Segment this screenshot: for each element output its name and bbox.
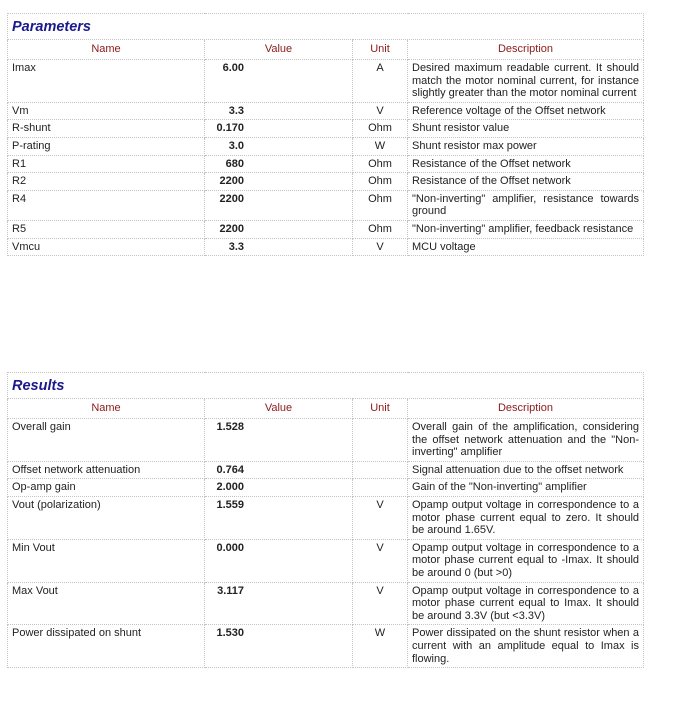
parameters-table — [7, 13, 644, 256]
table-row — [8, 496, 644, 539]
row-description: Desired maximum readable current. It should match the motor nominal current, for instance slightly greater than the motor nominal current — [408, 60, 644, 103]
row-name: R1 — [8, 155, 205, 173]
results-body — [8, 373, 644, 668]
row-name: Overall gain — [8, 419, 205, 462]
table-row — [8, 539, 644, 582]
header-value: Value — [205, 40, 353, 60]
row-unit: W — [353, 625, 408, 668]
row-unit — [353, 461, 408, 479]
row-name: P-rating — [8, 137, 205, 155]
row-value: 3.3 — [205, 102, 353, 120]
header-name: Name — [8, 399, 205, 419]
table-row — [8, 120, 644, 138]
row-name: R4 — [8, 190, 205, 220]
row-name: R5 — [8, 220, 205, 238]
table-row — [8, 137, 644, 155]
row-value: 1.559 — [205, 496, 353, 539]
row-unit: V — [353, 582, 408, 625]
row-unit: Ohm — [353, 190, 408, 220]
table-row — [8, 190, 644, 220]
row-unit: V — [353, 238, 408, 256]
row-description: Signal attenuation due to the offset network — [408, 461, 644, 479]
row-name: Imax — [8, 60, 205, 103]
table-row — [8, 479, 644, 497]
table-row — [8, 173, 644, 191]
header-description: Description — [408, 40, 644, 60]
row-name: Op-amp gain — [8, 479, 205, 497]
row-description: "Non-inverting" amplifier, feedback resistance — [408, 220, 644, 238]
table-row — [8, 155, 644, 173]
row-unit: Ohm — [353, 155, 408, 173]
results-header-row — [8, 399, 644, 419]
row-name: Offset network attenuation — [8, 461, 205, 479]
table-row — [8, 220, 644, 238]
results-table — [7, 372, 644, 668]
row-unit: V — [353, 102, 408, 120]
parameters-body — [8, 14, 644, 256]
table-row — [8, 461, 644, 479]
row-description: Resistance of the Offset network — [408, 155, 644, 173]
row-unit: Ohm — [353, 220, 408, 238]
row-unit: V — [353, 539, 408, 582]
row-value: 0.764 — [205, 461, 353, 479]
row-description: Shunt resistor value — [408, 120, 644, 138]
header-unit: Unit — [353, 40, 408, 60]
row-name: Power dissipated on shunt — [8, 625, 205, 668]
parameters-title: Parameters — [8, 14, 644, 40]
row-value: 2200 — [205, 220, 353, 238]
results-title: Results — [8, 373, 644, 399]
row-name: R-shunt — [8, 120, 205, 138]
table-row — [8, 60, 644, 103]
row-name: Min Vout — [8, 539, 205, 582]
parameters-title-row — [8, 14, 644, 40]
table-row — [8, 238, 644, 256]
header-name: Name — [8, 40, 205, 60]
row-value: 0.170 — [205, 120, 353, 138]
row-name: Max Vout — [8, 582, 205, 625]
header-value: Value — [205, 399, 353, 419]
row-value: 3.3 — [205, 238, 353, 256]
row-description: Gain of the "Non-inverting" amplifier — [408, 479, 644, 497]
row-name: Vmcu — [8, 238, 205, 256]
parameters-header-row — [8, 40, 644, 60]
row-name: R2 — [8, 173, 205, 191]
results-title-row — [8, 373, 644, 399]
row-unit: V — [353, 496, 408, 539]
row-description: Resistance of the Offset network — [408, 173, 644, 191]
row-description: Shunt resistor max power — [408, 137, 644, 155]
row-unit: W — [353, 137, 408, 155]
row-description: Opamp output voltage in correspondence to a motor phase current equal to zero. It should be around 1.65V. — [408, 496, 644, 539]
row-value: 2.000 — [205, 479, 353, 497]
row-value: 2200 — [205, 173, 353, 191]
table-row — [8, 102, 644, 120]
row-unit: A — [353, 60, 408, 103]
row-unit — [353, 419, 408, 462]
row-description: Power dissipated on the shunt resistor when a current with an amplitude equal to Imax is flowing. — [408, 625, 644, 668]
row-description: "Non-inverting" amplifier, resistance towards ground — [408, 190, 644, 220]
row-unit — [353, 479, 408, 497]
header-description: Description — [408, 399, 644, 419]
table-row — [8, 625, 644, 668]
row-value: 0.000 — [205, 539, 353, 582]
row-name: Vm — [8, 102, 205, 120]
table-row — [8, 582, 644, 625]
row-value: 6.00 — [205, 60, 353, 103]
row-description: Opamp output voltage in correspondence to a motor phase current equal to Imax. It should be around 3.3V (but <3.3V) — [408, 582, 644, 625]
header-unit: Unit — [353, 399, 408, 419]
row-value: 1.530 — [205, 625, 353, 668]
row-unit: Ohm — [353, 120, 408, 138]
row-value: 680 — [205, 155, 353, 173]
row-value: 3.0 — [205, 137, 353, 155]
row-description: Opamp output voltage in correspondence to a motor phase current equal to -Imax. It should be around 0 (but >0) — [408, 539, 644, 582]
row-description: MCU voltage — [408, 238, 644, 256]
row-name: Vout (polarization) — [8, 496, 205, 539]
row-value: 3.117 — [205, 582, 353, 625]
row-unit: Ohm — [353, 173, 408, 191]
row-value: 1.528 — [205, 419, 353, 462]
row-description: Reference voltage of the Offset network — [408, 102, 644, 120]
row-value: 2200 — [205, 190, 353, 220]
table-row — [8, 419, 644, 462]
row-description: Overall gain of the amplification, considering the offset network attenuation and the "Non-inverting" amplifier — [408, 419, 644, 462]
